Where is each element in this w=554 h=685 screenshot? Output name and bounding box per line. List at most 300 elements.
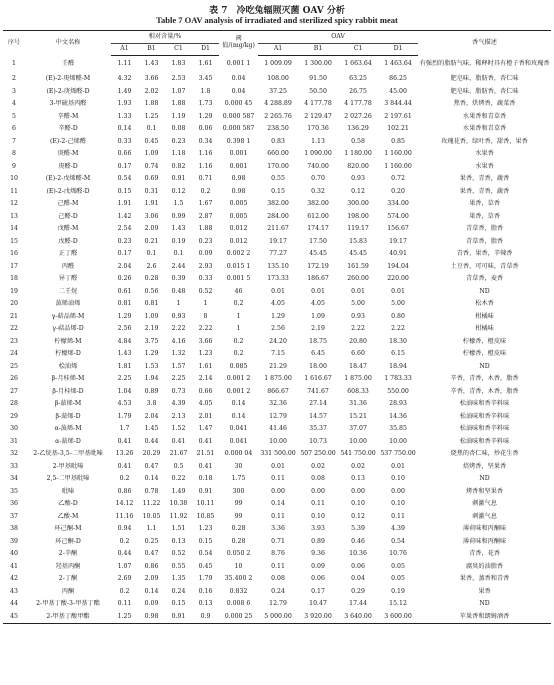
cell-threshold: 0.2 xyxy=(233,300,244,308)
cell-oav-a1: 0.01 xyxy=(271,462,285,470)
cell-oav-b1: 0.70 xyxy=(311,175,325,183)
cell-oav-c1: 0.06 xyxy=(351,562,365,570)
cell-threshold: 99 xyxy=(234,500,243,508)
cell-c1: 0.22 xyxy=(171,475,186,483)
table-row xyxy=(3,461,551,474)
cell-d1: 2.01 xyxy=(198,412,213,420)
cell-oav-d1: 0.80 xyxy=(391,312,405,320)
cell-oav-d1: 3 844.44 xyxy=(384,100,412,108)
cell-desc: 辛香，青香，木香，脂香 xyxy=(450,387,519,395)
cell-b1: 0.47 xyxy=(144,550,159,558)
cell-oav-a1: 1 875.00 xyxy=(264,375,292,383)
cell-d1: 0.09 xyxy=(198,250,213,258)
cell-no: 29 xyxy=(10,412,18,420)
cell-oav-a1: 0.71 xyxy=(271,537,285,545)
cell-d1: 0.41 xyxy=(198,437,213,445)
cell-a1: 2.04 xyxy=(117,262,132,270)
cell-oav-a1: 0.11 xyxy=(271,475,285,483)
cell-oav-a1: 5 000.00 xyxy=(258,611,298,624)
cell-threshold: 0.001 5 xyxy=(226,275,251,283)
cell-no: 15 xyxy=(10,237,18,245)
cell-oav-a1: 866.67 xyxy=(267,387,289,395)
cell-c1: 1.52 xyxy=(171,425,186,433)
cell-c1: 1.35 xyxy=(171,575,186,583)
cell-c1: 1.5 xyxy=(173,200,184,208)
cell-d1: 1.23 xyxy=(198,350,213,358)
cell-b1: 0.31 xyxy=(144,187,159,195)
cell-oav-c1: 2.22 xyxy=(351,325,365,333)
cell-d1: 0.45 xyxy=(198,562,213,570)
table-row xyxy=(3,123,551,136)
cell-oav-d1: 45.00 xyxy=(389,87,407,95)
cell-oav-c1: 5.00 xyxy=(351,300,365,308)
cell-desc: 焦香，烘烤香，蔬菜香 xyxy=(453,100,516,107)
table-title-cn: 表 7 冷吃兔辐照灭菌 OAV 分析 xyxy=(209,6,345,16)
cell-d1: 1.16 xyxy=(198,150,213,158)
cell-oav-a1: 660.00 xyxy=(267,150,289,158)
cell-d1: 1.73 xyxy=(198,100,213,108)
cell-desc: 水果香 xyxy=(475,162,494,170)
cell-oav-d1: 220.00 xyxy=(387,275,409,283)
table-row xyxy=(3,598,551,611)
cell-desc: 腐臭的油脂香 xyxy=(465,562,504,570)
cell-oav-b1: 0.08 xyxy=(311,475,325,483)
cell-oav-b1: 172.19 xyxy=(307,262,329,270)
cell-oav-b1: 382.00 xyxy=(307,200,329,208)
cell-oav-b1: 186.67 xyxy=(307,275,329,283)
cell-no: 44 xyxy=(10,600,18,608)
cell-threshold: 0.28 xyxy=(231,525,246,533)
cell-b1: 0.1 xyxy=(146,250,157,258)
cell-d1: 1.47 xyxy=(198,425,213,433)
cell-no: 35 xyxy=(10,487,18,495)
cell-d1: 1 xyxy=(203,300,208,308)
cell-no: 33 xyxy=(10,462,18,470)
cell-oav-d1: 0.11 xyxy=(391,512,405,520)
table-row xyxy=(3,198,551,211)
cell-threshold: 0.012 xyxy=(229,225,248,233)
cell-oav-d1: 0.54 xyxy=(391,537,405,545)
cell-oav-b1: 1 300.00 xyxy=(304,60,332,68)
cell-b1: 1.43 xyxy=(144,60,159,68)
cell-d1: 0.9 xyxy=(192,611,219,624)
cell-threshold: 0.000 04 xyxy=(224,450,253,458)
cell-no: 42 xyxy=(10,575,18,583)
cell-oav-b1: 170.36 xyxy=(307,125,329,133)
cell-oav-a1: 2 265.76 xyxy=(264,112,292,120)
cell-no: 40 xyxy=(10,550,18,558)
table-row xyxy=(3,73,551,86)
table-row xyxy=(3,173,551,186)
cell-no: 30 xyxy=(10,425,18,433)
cell-desc: 青香，花香 xyxy=(469,550,501,557)
cell-oav-a1: 4 288.89 xyxy=(264,100,292,108)
table-row xyxy=(3,611,551,624)
cell-d1: 10.85 xyxy=(196,512,215,520)
cell-no: 22 xyxy=(10,325,18,333)
cell-threshold: 0.04 xyxy=(231,75,246,83)
table-row xyxy=(3,361,551,374)
cell-oav-a1: 238.50 xyxy=(267,125,289,133)
cell-name: 辛醛-M xyxy=(57,112,79,120)
cell-oav-c1: 541 750.00 xyxy=(340,450,376,458)
cell-oav-a1: 19.17 xyxy=(269,237,287,245)
cell-c1: 1.49 xyxy=(171,487,186,495)
cell-oav-c1: 10.00 xyxy=(349,437,367,445)
cell-threshold: 0.2 xyxy=(233,337,244,345)
cell-no: 45 xyxy=(3,611,25,624)
cell-oav-d1: 0.72 xyxy=(391,175,405,183)
cell-oav-d1: 1 160.00 xyxy=(384,150,412,158)
cell-oav-b1: 1 090.00 xyxy=(304,150,332,158)
cell-name: 丙醛 xyxy=(61,262,75,270)
cell-oav-a1: 0.08 xyxy=(271,575,285,583)
cell-desc: 刺激气息 xyxy=(472,500,497,507)
cell-a1: 1.7 xyxy=(119,425,130,433)
cell-oav-c1: 119.17 xyxy=(347,225,369,233)
cell-oav-d1: 1 463.64 xyxy=(384,60,412,68)
cell-threshold: 0.98 xyxy=(231,175,246,183)
cell-no: 32 xyxy=(10,450,18,458)
cell-d1: 0.16 xyxy=(198,587,213,595)
cell-b1: 2.6 xyxy=(146,262,157,270)
table-row xyxy=(3,161,551,174)
cell-no: 6 xyxy=(12,125,16,133)
cell-name: 乙酸-D xyxy=(58,500,78,508)
cell-desc: 果香，草香 xyxy=(469,200,501,207)
cell-c1: 0.1 xyxy=(173,250,184,258)
cell-a1: 0.23 xyxy=(117,237,132,245)
cell-c1: 4.16 xyxy=(171,337,186,345)
header-oav-a1: A1 xyxy=(258,44,298,56)
cell-c1: 0.48 xyxy=(171,287,186,295)
cell-desc: ND xyxy=(479,475,490,482)
cell-no: 23 xyxy=(10,337,18,345)
cell-b1: 0.45 xyxy=(144,137,159,145)
cell-b1: 0.89 xyxy=(144,387,159,395)
cell-b1: 0.44 xyxy=(144,437,159,445)
cell-oav-a1: 0.14 xyxy=(271,500,285,508)
cell-oav-d1: 35.85 xyxy=(389,425,407,433)
cell-desc: 水果香 xyxy=(475,150,494,157)
cell-oav-c1: 0.93 xyxy=(351,175,365,183)
cell-a1: 0.2 xyxy=(119,587,130,595)
cell-name: 2-丁酮 xyxy=(58,575,78,583)
cell-a1: 11.16 xyxy=(115,512,134,520)
cell-desc: 果香，蒸香和青香 xyxy=(459,575,510,582)
cell-oav-c1: 18.47 xyxy=(349,362,367,370)
cell-oav-b1: 50.50 xyxy=(309,87,327,95)
cell-desc: 有强烈的脂肪气味，稀释时具有橙子香和玫瑰香 xyxy=(419,60,550,67)
cell-d1: 1.8 xyxy=(200,87,211,95)
cell-a1: 1.07 xyxy=(117,562,132,570)
table-row xyxy=(3,448,551,461)
cell-b1: 1.45 xyxy=(144,425,159,433)
header-threshold: 阈值/(mg/kg) xyxy=(219,31,258,56)
cell-oav-b1: 741.67 xyxy=(307,387,329,395)
cell-no: 37 xyxy=(10,512,18,520)
cell-oav-b1: 45.45 xyxy=(309,250,327,258)
cell-c1: 1 xyxy=(176,300,181,308)
oav-table xyxy=(3,30,551,624)
cell-a1: 1.29 xyxy=(117,312,132,320)
cell-name: (E)-2-戊烯醛-M xyxy=(45,175,91,183)
cell-d1: 0.13 xyxy=(198,600,213,608)
cell-c1: 0.93 xyxy=(171,312,186,320)
table-row xyxy=(3,336,551,349)
cell-threshold: 0.001 2 xyxy=(226,375,251,383)
cell-c1: 1.32 xyxy=(171,350,186,358)
cell-b1: 1.09 xyxy=(144,150,159,158)
cell-desc: 果香 xyxy=(478,587,491,595)
cell-oav-b1: 14.57 xyxy=(309,412,327,420)
cell-a1: 13.26 xyxy=(115,450,134,458)
cell-no: 20 xyxy=(10,300,18,308)
cell-oav-d1: 0.05 xyxy=(391,562,405,570)
cell-no: 9 xyxy=(12,162,16,170)
cell-b1: 1.91 xyxy=(144,200,159,208)
cell-oav-d1: 0.85 xyxy=(391,137,405,145)
cell-b1: 1.88 xyxy=(144,100,159,108)
cell-b1: 1.94 xyxy=(144,375,159,383)
cell-name: 异丁醛 xyxy=(58,275,78,283)
cell-d1: 0.71 xyxy=(198,175,213,183)
cell-oav-b1: 1 616.67 xyxy=(304,375,332,383)
cell-c1: 21.67 xyxy=(169,450,188,458)
cell-oav-b1: 1.13 xyxy=(311,137,325,145)
cell-d1: 0.66 xyxy=(198,387,213,395)
table-row xyxy=(3,323,551,336)
cell-oav-b1: 4.05 xyxy=(311,300,325,308)
cell-oav-a1: 108.00 xyxy=(267,75,289,83)
cell-a1: 1.93 xyxy=(117,100,132,108)
cell-oav-d1: 574.00 xyxy=(387,212,409,220)
cell-oav-c1: 0.12 xyxy=(351,512,365,520)
cell-name: (E)-2-庚烯醛-M xyxy=(45,75,91,83)
cell-d1: 2.87 xyxy=(198,212,213,220)
cell-desc: 辛香，青香，木香，脂香 xyxy=(450,375,519,382)
cell-a1: 1.04 xyxy=(117,387,132,395)
cell-a1: 0.26 xyxy=(117,275,132,283)
cell-name: 2-乙烷基-3,5-二甲基吡嗪 xyxy=(33,450,103,458)
table-row xyxy=(3,98,551,111)
cell-d1: 3.45 xyxy=(198,75,213,83)
cell-d1: 1.29 xyxy=(198,112,213,120)
cell-desc: 刺激气息 xyxy=(472,512,497,520)
table-title-en: Table 7 OAV analysis of irradiated and sterilized spicy rabbit meat xyxy=(156,15,398,25)
cell-name: 羟基丙酮 xyxy=(55,562,81,570)
cell-threshold: 0.005 xyxy=(229,212,248,220)
cell-a1: 14.12 xyxy=(115,500,134,508)
cell-threshold: 30 xyxy=(234,462,243,470)
cell-no: 5 xyxy=(12,112,16,120)
cell-b1: 0.14 xyxy=(144,475,159,483)
header-desc: 香气描述 xyxy=(418,31,551,56)
cell-desc: 肥皂味，脂肪香，杏仁味 xyxy=(450,87,519,95)
cell-a1: 1.33 xyxy=(117,112,132,120)
cell-a1: 0.17 xyxy=(117,250,132,258)
header-content-group: 相对含量/% xyxy=(111,31,219,44)
cell-oav-a1: 21.29 xyxy=(269,362,287,370)
cell-threshold: 0.041 xyxy=(229,425,248,433)
cell-threshold: 0.000 587 xyxy=(222,125,255,133)
cell-oav-d1: 5.00 xyxy=(391,300,405,308)
cell-name: 己醛-D xyxy=(58,212,78,220)
cell-no: 36 xyxy=(10,500,18,508)
cell-oav-a1: 211.67 xyxy=(267,225,289,233)
table-row xyxy=(3,586,551,599)
cell-a1: 2.25 xyxy=(117,375,132,383)
cell-a1: 0.41 xyxy=(117,437,132,445)
cell-name: (E)-2-戊烯醛-D xyxy=(46,187,90,195)
cell-threshold: 0.001 xyxy=(229,150,248,158)
cell-oav-c1: 0.12 xyxy=(351,187,365,195)
header-sub-b1: B1 xyxy=(138,44,165,56)
table-row xyxy=(3,436,551,449)
cell-oav-c1: 0.46 xyxy=(351,537,365,545)
cell-c1: 0.55 xyxy=(171,562,186,570)
cell-threshold: 0.000 45 xyxy=(224,100,253,108)
cell-no: 7 xyxy=(12,137,16,145)
table-row xyxy=(3,286,551,299)
cell-no: 10 xyxy=(10,175,18,183)
cell-b1: 1.1 xyxy=(146,525,157,533)
cell-oav-d1: 334.00 xyxy=(387,200,409,208)
cell-name: 庚醛-M xyxy=(57,150,79,158)
cell-c1: 1.18 xyxy=(171,150,186,158)
cell-b1: 2.02 xyxy=(144,87,159,95)
cell-name: γ-萜品烯-D xyxy=(52,325,84,333)
cell-threshold: 0.98 xyxy=(231,187,246,195)
cell-b1: 20.29 xyxy=(142,450,161,458)
cell-oav-c1: 0.58 xyxy=(351,137,365,145)
cell-no: 3 xyxy=(12,87,16,95)
table-row xyxy=(3,411,551,424)
cell-no: 34 xyxy=(10,475,18,483)
cell-d1: 1.61 xyxy=(198,60,213,68)
cell-oav-c1: 17.44 xyxy=(349,600,367,608)
cell-oav-d1: 18.94 xyxy=(389,362,407,370)
cell-desc: 青草香，麦香 xyxy=(465,275,504,282)
cell-desc: 焙烤香，坚果香 xyxy=(462,462,507,470)
cell-c1: 0.5 xyxy=(173,462,184,470)
cell-name: 柠檬烯-M xyxy=(54,337,82,345)
cell-name: 环己酮-D xyxy=(55,537,81,545)
cell-desc: 水果香和青草香 xyxy=(462,112,507,120)
cell-oav-b1: 18.00 xyxy=(309,362,327,370)
table-row xyxy=(3,573,551,586)
cell-oav-b1: 0.32 xyxy=(311,187,325,195)
cell-a1: 0.94 xyxy=(117,525,132,533)
cell-oav-a1: 12.79 xyxy=(269,600,287,608)
table-row xyxy=(3,486,551,499)
cell-d1: 1.23 xyxy=(198,525,213,533)
cell-desc: 柑橘味 xyxy=(475,312,494,320)
cell-c1: 1.07 xyxy=(171,87,186,95)
header-oav-d1: D1 xyxy=(378,44,418,56)
cell-a1: 0.15 xyxy=(117,187,132,195)
table-row xyxy=(3,273,551,286)
cell-a1: 0.17 xyxy=(117,162,132,170)
cell-c1: 1.51 xyxy=(171,525,186,533)
cell-oav-a1: 1 009.09 xyxy=(264,60,292,68)
cell-threshold: 1 xyxy=(236,312,241,320)
cell-a1: 1.42 xyxy=(117,212,132,220)
cell-d1: 0.18 xyxy=(198,475,213,483)
cell-c1: 0.15 xyxy=(171,600,186,608)
cell-c1: 0.82 xyxy=(171,162,186,170)
cell-oav-d1: 194.04 xyxy=(387,262,409,270)
cell-oav-a1: 0.11 xyxy=(271,512,285,520)
cell-oav-a1: 0.01 xyxy=(271,287,285,295)
cell-threshold: 0.015 1 xyxy=(226,262,251,270)
cell-oav-b1: 27.14 xyxy=(309,400,327,408)
cell-b1: 1.53 xyxy=(144,362,159,370)
cell-c1: 2.13 xyxy=(171,412,186,420)
cell-oav-c1: 63.25 xyxy=(349,75,367,83)
cell-name: 2,5-二甲基吡嗪 xyxy=(46,475,90,483)
cell-oav-c1: 26.75 xyxy=(349,87,367,95)
cell-oav-c1: 37.07 xyxy=(349,425,367,433)
cell-c1: 1.19 xyxy=(171,112,186,120)
cell-no: 13 xyxy=(10,212,18,220)
cell-oav-d1: 10.00 xyxy=(389,437,407,445)
cell-threshold: 10 xyxy=(234,562,243,570)
cell-b1: 2.09 xyxy=(144,575,159,583)
cell-c1: 0.91 xyxy=(165,611,192,624)
cell-name: 桧油烯 xyxy=(58,362,78,370)
cell-no: 19 xyxy=(10,287,18,295)
cell-oav-a1: 284.00 xyxy=(267,212,289,220)
cell-oav-a1: 3.36 xyxy=(271,525,285,533)
cell-c1: 0.08 xyxy=(171,125,186,133)
cell-a1: 0.41 xyxy=(117,462,132,470)
cell-d1: 0.33 xyxy=(198,275,213,283)
cell-b1: 0.28 xyxy=(144,275,159,283)
cell-oav-a1: 24.20 xyxy=(269,337,287,345)
cell-oav-b1: 3.93 xyxy=(311,525,325,533)
cell-threshold: 0.398 1 xyxy=(226,137,251,145)
cell-name: 2-辛酮 xyxy=(58,550,78,558)
table-row xyxy=(3,211,551,224)
cell-name: 壬醛 xyxy=(61,60,75,68)
cell-name: 2-甲基吡嗪 xyxy=(52,462,84,470)
cell-c1: 0.99 xyxy=(171,212,186,220)
cell-a1: 1.79 xyxy=(117,412,132,420)
cell-oav-a1: 0.55 xyxy=(271,175,285,183)
cell-oav-c1: 1 663.64 xyxy=(344,60,372,68)
cell-d1: 0.23 xyxy=(198,237,213,245)
cell-b1: 0.21 xyxy=(144,237,159,245)
cell-oav-b1: 10.73 xyxy=(309,437,327,445)
cell-b1: 3.06 xyxy=(144,212,159,220)
cell-threshold: 0.001 2 xyxy=(226,387,251,395)
cell-no: 14 xyxy=(10,225,18,233)
header-name: 中文名称 xyxy=(25,31,111,56)
cell-a1: 0.86 xyxy=(117,487,132,495)
cell-no: 31 xyxy=(10,437,18,445)
cell-oav-b1: 0.00 xyxy=(311,487,325,495)
cell-b1: 2.09 xyxy=(144,225,159,233)
cell-c1: 0.52 xyxy=(171,550,186,558)
cell-a1: 1.25 xyxy=(111,611,138,624)
table-row xyxy=(3,223,551,236)
cell-oav-d1: 86.25 xyxy=(389,75,407,83)
cell-oav-a1: 12.79 xyxy=(269,412,287,420)
header-no: 序号 xyxy=(3,31,25,56)
cell-a1: 1.11 xyxy=(117,60,132,68)
cell-d1: 2.22 xyxy=(198,325,213,333)
